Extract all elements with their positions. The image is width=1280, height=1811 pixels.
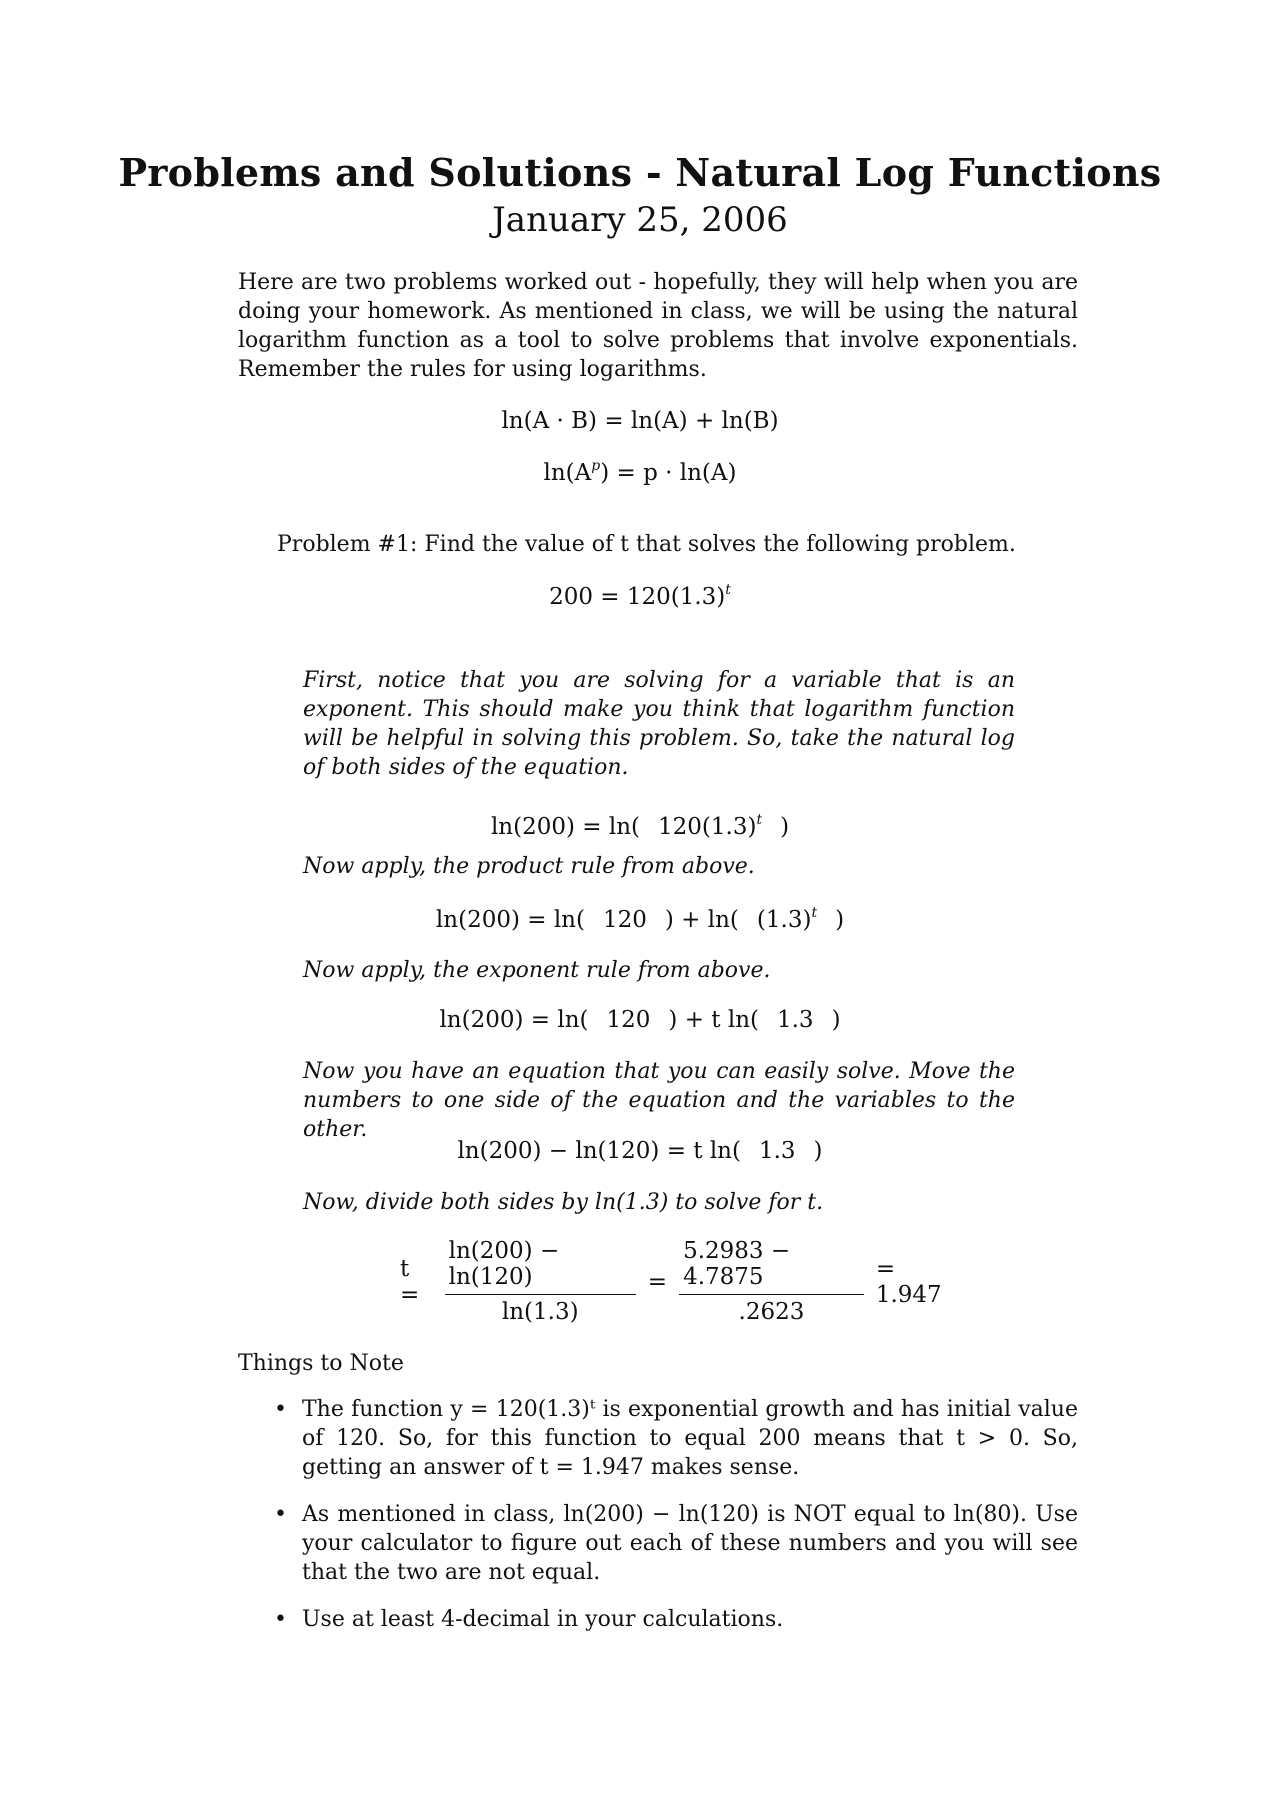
step-5-text: Now, divide both sides by ln(1.3) to solve for t.: [303, 1190, 824, 1215]
notes-heading: Things to Note: [238, 1351, 404, 1376]
step-2-text: Now apply, the product rule from above.: [303, 854, 755, 879]
list-item: • As mentioned in class, ln(200) − ln(120) is NOT equal to ln(80). Use your calculator to figure out each of these numbers and you will see that the two are not equal.: [274, 1502, 1078, 1585]
product-rule-equation: ln(A · B) = ln(A) + ln(B): [501, 408, 779, 434]
step-4-equation: ln(200) − ln(120) = t ln( 1.3 ): [457, 1138, 823, 1164]
problem-1-statement: Problem #1: Find the value of t that solves the following problem.: [277, 532, 1016, 557]
solution-variable: t =: [400, 1255, 420, 1308]
step-3-equation: ln(200) = ln( 120 ) + t ln( 1.3 ): [439, 1007, 841, 1033]
fraction-decimals: $\frac{5.2983 - 4.7875}{.2623}$: [679, 1238, 864, 1325]
step-1-equation: ln(200) = ln( $120(1.3)^t$ ): [490, 812, 790, 840]
step-1-text: First, notice that you are solving for a variable that is an exponent. This should make you think that logarithm function will be helpful in solving this problem. So, take the natural log of both sides of the equation.: [303, 668, 1015, 780]
bullet-icon: •: [274, 1607, 287, 1632]
step-2-equation: ln(200) = ln( 120 ) + ln( $(1.3)^t$ ): [435, 905, 845, 933]
step-4-text: Now you have an equation that you can easily solve. Move the numbers to one side of the equation and the variables to the other.: [303, 1059, 1015, 1142]
final-solution-equation: t = $\frac{\ln(200) - \ln(120)}{\ln(1.3)}$ = $\frac{5.2983 - 4.7875}{.2623}$ = 1.947: [400, 1238, 960, 1325]
page-title: Problems and Solutions - Natural Log Functions: [118, 150, 1162, 195]
problem-1-equation: $200 = 120(1.3)^t$: [549, 582, 731, 610]
intro-paragraph: Here are two problems worked out - hopefully, they will help when you are doing your homework. As mentioned in class, we will be using the natural logarithm function as a tool to solve problems that involve exponentials. Remember the rules for using logarithms.: [238, 270, 1078, 382]
bullet-icon: •: [274, 1502, 287, 1527]
page-date: January 25, 2006: [492, 200, 788, 240]
list-item: • The function y = 120(1.3)ᵗ is exponential growth and has initial value of 120. So, for this function to equal 200 means that t > 0. So, getting an answer of t = 1.947 makes sense.: [274, 1397, 1078, 1480]
fraction-logs: $\frac{\ln(200) - \ln(120)}{\ln(1.3)}$: [445, 1238, 636, 1325]
notes-list: [270, 1395, 1078, 1652]
step-3-text: Now apply, the exponent rule from above.: [303, 958, 771, 983]
power-rule-equation: $\ln(A^p) = p \cdot \ln(A)$: [543, 458, 737, 486]
bullet-icon: •: [274, 1397, 287, 1422]
solution-result: = 1.947: [875, 1255, 942, 1308]
list-item: • Use at least 4-decimal in your calculations.: [274, 1607, 784, 1632]
